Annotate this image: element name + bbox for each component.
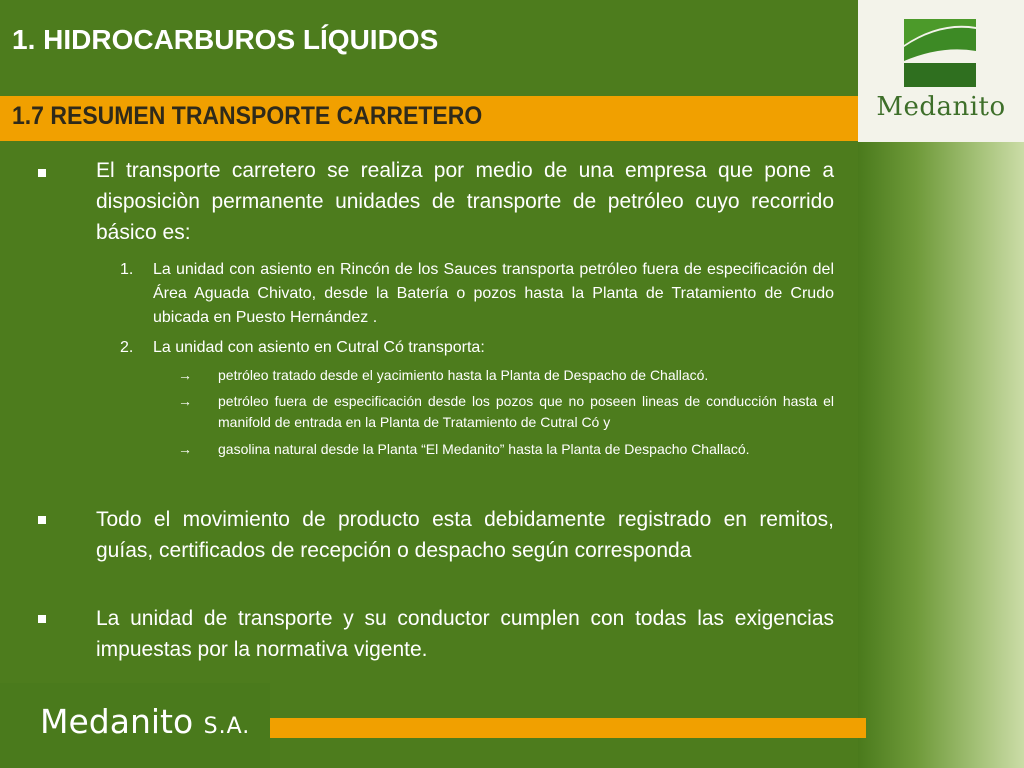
bullet-paragraph: La unidad de transporte y su conductor cumplen con todas las exigencias impuestas por la normativa vigente. [96,607,834,661]
list-number: 1. [120,261,134,278]
sub-list-item: gasolina natural desde la Planta “El Medanito” hasta la Planta de Despacho Challacó. [218,441,750,457]
footer-bar [270,718,866,738]
square-bullet-icon [38,615,46,623]
bullet-paragraph: El transporte carretero se realiza por medio de una empresa que pone a disposiciòn permanente unidades de transporte de petróleo cuyo recorrido básico es: [96,159,834,244]
right-panel [858,0,1024,768]
square-bullet-icon [38,169,46,177]
page-title: 1. HIDROCARBUROS LÍQUIDOS [12,24,439,55]
sub-list-item: petróleo tratado desde el yacimiento hasta la Planta de Despacho de Challacó. [218,367,709,383]
logo-text: Medanito [876,92,1006,122]
list-number: 2. [120,339,134,356]
right-arrow-icon: → [178,393,192,409]
bullet-paragraph: Todo el movimiento de producto esta debidamente registrado en remitos, guías, certificados de recepción o despacho según corresponda [96,508,834,562]
section-subtitle: 1.7 RESUMEN TRANSPORTE CARRETERO [12,102,483,130]
logo-panel [858,0,1024,142]
subtitle-bar [0,96,858,141]
footer-logo [40,702,250,741]
list-item: La unidad con asiento en Rincón de los Sauces transporta petróleo fuera de especificación del Área Aguada Chivato, desde la Batería o pozos hasta la Planta de Tratamiento de Crudo ubicada en Puesto Hernández . [153,261,834,326]
sub-list-item: petróleo fuera de especificación desde los pozos que no poseen lineas de conducción hasta el manifold de entrada en la Planta de Tratamiento de Cutral Có y [218,393,834,430]
medanito-logo-icon [902,17,978,89]
footer-company-name: Medanito [40,702,194,741]
right-arrow-icon: → [178,441,192,457]
list-item: La unidad con asiento en Cutral Có transporta: [153,339,485,356]
footer-company-suffix: S.A. [203,714,251,739]
right-arrow-icon: → [178,367,192,383]
square-bullet-icon [38,516,46,524]
